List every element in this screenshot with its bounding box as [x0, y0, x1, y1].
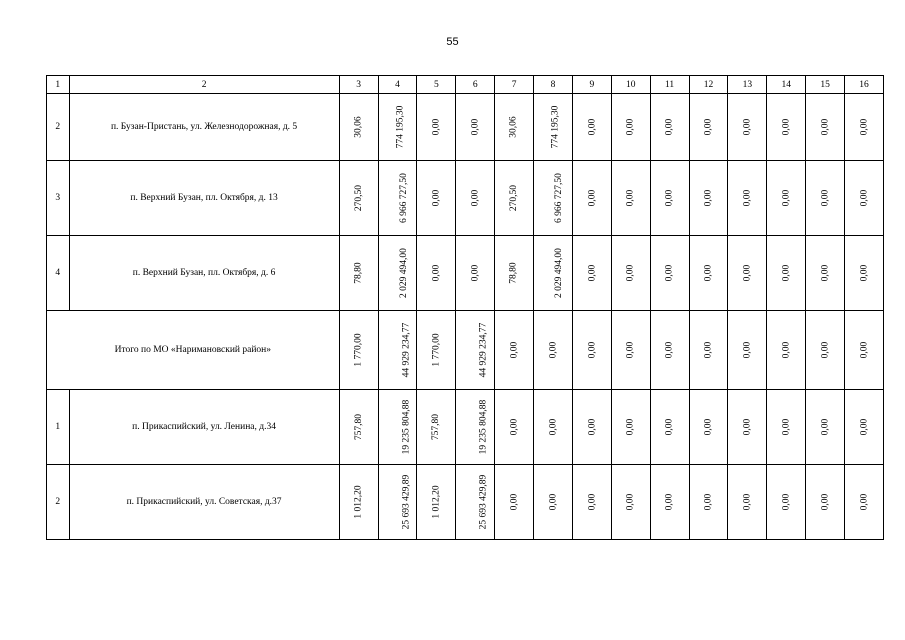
column-number: 13 [728, 76, 767, 94]
row-number: 2 [47, 94, 70, 161]
column-number: 7 [495, 76, 534, 94]
column-number: 3 [339, 76, 378, 94]
table-cell: 0,00 [611, 390, 650, 465]
total-cell: 0,00 [611, 311, 650, 390]
table-cell: 0,00 [689, 465, 728, 540]
table-cell: 19 235 804,88 [456, 390, 495, 465]
table-cell: 0,00 [806, 236, 845, 311]
total-cell: 0,00 [650, 311, 689, 390]
table-cell: 0,00 [611, 161, 650, 236]
table-cell: 0,00 [417, 94, 456, 161]
data-table [46, 75, 884, 540]
total-cell: 0,00 [534, 311, 573, 390]
table-cell: 0,00 [611, 465, 650, 540]
table-cell: 0,00 [728, 390, 767, 465]
table-cell: 6 966 727,50 [378, 161, 417, 236]
table-row [47, 465, 884, 540]
column-number: 8 [534, 76, 573, 94]
column-number: 4 [378, 76, 417, 94]
table-cell: 0,00 [495, 390, 534, 465]
column-number: 14 [767, 76, 806, 94]
table-cell: 0,00 [456, 94, 495, 161]
column-number: 5 [417, 76, 456, 94]
table-cell: 0,00 [572, 236, 611, 311]
table-cell: 0,00 [689, 161, 728, 236]
column-number: 15 [806, 76, 845, 94]
row-number: 4 [47, 236, 70, 311]
table-cell: 0,00 [689, 236, 728, 311]
column-number: 2 [69, 76, 339, 94]
table-cell: 0,00 [572, 94, 611, 161]
table-cell: 774 195,30 [378, 94, 417, 161]
row-address: п. Верхний Бузан, пл. Октября, д. 6 [69, 236, 339, 311]
total-cell: 0,00 [767, 311, 806, 390]
table-cell: 270,50 [495, 161, 534, 236]
table-cell: 0,00 [650, 94, 689, 161]
total-cell: 44 929 234,77 [456, 311, 495, 390]
table-cell: 0,00 [845, 161, 884, 236]
column-number: 16 [845, 76, 884, 94]
total-cell: 44 929 234,77 [378, 311, 417, 390]
row-address: п. Бузан-Пристань, ул. Железнодорожная, д. 5 [69, 94, 339, 161]
table-cell: 1 012,20 [417, 465, 456, 540]
table-row [47, 236, 884, 311]
table-cell: 0,00 [806, 94, 845, 161]
table-cell: 25 693 429,89 [378, 465, 417, 540]
total-label: Итого по МО «Наримановский район» [47, 311, 340, 390]
table-cell: 19 235 804,88 [378, 390, 417, 465]
table-cell: 0,00 [650, 236, 689, 311]
table-cell: 0,00 [728, 94, 767, 161]
total-cell: 0,00 [845, 311, 884, 390]
table-cell: 2 029 494,00 [534, 236, 573, 311]
column-number: 10 [611, 76, 650, 94]
table-cell: 0,00 [767, 161, 806, 236]
page-number: 55 [446, 36, 459, 48]
total-cell: 0,00 [572, 311, 611, 390]
table-row [47, 161, 884, 236]
row-number: 2 [47, 465, 70, 540]
table-cell: 0,00 [495, 465, 534, 540]
table-row [47, 94, 884, 161]
table-cell: 0,00 [845, 465, 884, 540]
table-cell: 0,00 [845, 390, 884, 465]
table-cell: 0,00 [611, 236, 650, 311]
table-row [47, 390, 884, 465]
total-cell: 0,00 [728, 311, 767, 390]
table-cell: 270,50 [339, 161, 378, 236]
column-number: 11 [650, 76, 689, 94]
row-number: 1 [47, 390, 70, 465]
table-cell: 0,00 [456, 161, 495, 236]
table-cell: 774 195,30 [534, 94, 573, 161]
table-cell: 0,00 [417, 161, 456, 236]
table-cell: 0,00 [845, 94, 884, 161]
row-address: п. Верхний Бузан, пл. Октября, д. 13 [69, 161, 339, 236]
table-cell: 757,80 [417, 390, 456, 465]
table-cell: 0,00 [845, 236, 884, 311]
table-cell: 0,00 [767, 94, 806, 161]
table-cell: 0,00 [534, 465, 573, 540]
total-cell: 0,00 [689, 311, 728, 390]
table-cell: 1 012,20 [339, 465, 378, 540]
column-number: 12 [689, 76, 728, 94]
table-cell: 0,00 [611, 94, 650, 161]
table-cell: 0,00 [806, 390, 845, 465]
table-cell: 6 966 727,50 [534, 161, 573, 236]
table-cell: 0,00 [572, 161, 611, 236]
row-address: п. Прикаспийский, ул. Ленина, д.34 [69, 390, 339, 465]
table-cell: 0,00 [689, 94, 728, 161]
table-cell: 0,00 [728, 161, 767, 236]
table-cell: 0,00 [728, 465, 767, 540]
table-cell: 2 029 494,00 [378, 236, 417, 311]
table-cell: 0,00 [767, 465, 806, 540]
column-number: 9 [572, 76, 611, 94]
total-cell: 1 770,00 [339, 311, 378, 390]
table-cell: 0,00 [456, 236, 495, 311]
table-cell: 0,00 [650, 465, 689, 540]
total-cell: 0,00 [495, 311, 534, 390]
row-number: 3 [47, 161, 70, 236]
table-cell: 0,00 [534, 390, 573, 465]
total-cell: 1 770,00 [417, 311, 456, 390]
row-address: п. Прикаспийский, ул. Советская, д.37 [69, 465, 339, 540]
table-cell: 78,80 [495, 236, 534, 311]
table-cell: 0,00 [767, 236, 806, 311]
table-cell: 0,00 [417, 236, 456, 311]
table-cell: 30,06 [339, 94, 378, 161]
table-cell: 0,00 [650, 161, 689, 236]
column-number: 6 [456, 76, 495, 94]
table-cell: 78,80 [339, 236, 378, 311]
table-cell: 0,00 [806, 161, 845, 236]
table-cell: 0,00 [767, 390, 806, 465]
table-cell: 25 693 429,89 [456, 465, 495, 540]
table-cell: 0,00 [728, 236, 767, 311]
total-cell: 0,00 [806, 311, 845, 390]
column-number: 1 [47, 76, 70, 94]
table-cell: 30,06 [495, 94, 534, 161]
total-row [47, 311, 884, 390]
table-cell: 0,00 [689, 390, 728, 465]
table-cell: 757,80 [339, 390, 378, 465]
column-number-row [47, 76, 884, 94]
table-cell: 0,00 [572, 465, 611, 540]
table-cell: 0,00 [572, 390, 611, 465]
table-cell: 0,00 [806, 465, 845, 540]
table-cell: 0,00 [650, 390, 689, 465]
